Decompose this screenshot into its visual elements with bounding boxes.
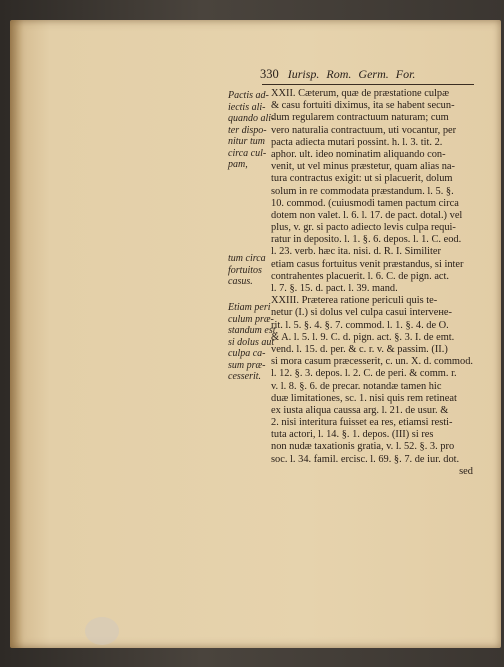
text-line: vend. l. 15. d. per. & c. r. v. & passim. (II.) — [271, 343, 448, 355]
text-line: l. 12. §. 3. depos. l. 2. C. de peri. & comm. r. — [271, 368, 457, 380]
text-line: v. l. 8. §. 6. de precar. notandæ tamen hic — [271, 380, 442, 392]
page-header — [260, 67, 472, 83]
margin-note-line: pam, — [228, 159, 248, 170]
text-line: & casu fortuiti diximus, ita se habent secun- — [271, 100, 455, 112]
running-title-word: For. — [395, 67, 416, 81]
text-line: vero naturalia contractuum, uti vocantur, per — [271, 124, 457, 136]
margin-note-line: quando ali- — [228, 113, 275, 124]
running-title-word: Iurisp. — [287, 67, 320, 81]
text-line: solum in re commodata præstandum. l. 5. §. — [271, 185, 454, 197]
text-line: tuta actori, l. 14. §. 1. depos. (III) si res — [271, 429, 434, 441]
text-line: l. 7. §. 15. d. pact. l. 39. mand. — [271, 283, 398, 294]
text-line: l. 23. verb. hæc ita. nisi. d. R. I. Similiter — [271, 246, 441, 258]
text-line: ratur in deposito. l. 1. §. 6. depos. l. 1. C. eod. — [271, 234, 462, 246]
text-line: si mora casum præcesserit, c. un. X. d. commod. — [271, 356, 473, 368]
text-line: XXIII. Præterea ratione periculi quis te- — [271, 295, 438, 307]
text-line: soc. l. 34. famil. ercisc. l. 69. §. 7. de iur. dot. — [271, 453, 460, 465]
text-line: contrahentes placuerit. l. 6. C. de pign. act. — [271, 270, 450, 282]
text-line: non nudæ taxationis gratia, v. l. 52. §. 3. pro — [271, 441, 455, 453]
text-line: rit. l. 5. §. 4. §. 7. commod. l. 1. §. 4. de O. — [271, 319, 449, 331]
text-line: plus, v. gr. si pacto adiecto levis culpa requi- — [271, 222, 456, 234]
main-text — [271, 88, 479, 478]
margin-note-line: tum circa — [228, 253, 266, 264]
margin-note-periculum — [228, 302, 278, 383]
text-line: aphor. ult. ideo nominatim aliquando con- — [271, 148, 446, 160]
margin-note-casus — [228, 253, 270, 288]
margin-note-line: culpa ca- — [228, 348, 266, 359]
text-line: XXII. Cæterum, quæ de præstatione culpæ — [271, 88, 450, 99]
margin-note-line: casus. — [228, 276, 253, 287]
text-line: 2. nisi interitura fuisset ea res, etiamsi resti- — [271, 417, 453, 429]
text-line: tura contractus exigit: ut si placuerit, dolum — [271, 173, 453, 185]
margin-note-line: fortuitos — [228, 264, 262, 276]
margin-note-line: cesserit. — [228, 371, 262, 382]
text-line: dum regularem contractuum naturam; cum — [271, 112, 449, 124]
text-line: dotem non valet. l. 6. l. 17. de pact. dotal.) vel — [271, 209, 463, 221]
catchword: sed — [459, 465, 473, 477]
text-line: venit, ut vel minus præstetur, quam alias na- — [271, 161, 455, 173]
margin-note-line: nitur tum — [228, 136, 265, 147]
header-rule — [262, 84, 474, 85]
text-line: netur (I.) si dolus vel culpa casui interveне- — [271, 307, 452, 319]
text-line: & A. l. 5. l. 9. C. d. pign. act. §. 3. I. de emt. — [271, 331, 455, 343]
margin-note-pactis — [228, 90, 275, 171]
running-title-word: Rom. — [326, 67, 352, 81]
margin-note-line: sum præ- — [228, 359, 266, 371]
page-number: 330 — [260, 67, 279, 81]
text-line: duæ limitationes, sc. 1. nisi quis rem retineat — [271, 392, 457, 404]
margin-note-line: iectis ali- — [228, 101, 266, 113]
text-line: ex iusta aliqua caussa arg. l. 21. de usur. & — [271, 404, 449, 416]
margin-note-line: si dolus aut — [228, 336, 275, 348]
margin-note-line: ter dispo- — [228, 124, 267, 136]
margin-note-line: culum præ- — [228, 313, 274, 325]
text-line: 10. commod. (cuiusmodi tamen pactum circa — [271, 197, 459, 209]
running-title — [288, 67, 420, 81]
text-line: pacta adiecta mutari possint. h. l. 3. tit. 2. — [271, 136, 443, 148]
paper-stain — [85, 617, 119, 645]
margin-note-line: standum est, — [228, 325, 278, 336]
text-line: etiam casus fortuitus venit præstandus, si inter — [271, 258, 464, 270]
margin-note-line: Pactis ad- — [228, 90, 269, 101]
running-title-word: Germ. — [358, 67, 389, 81]
margin-note-line: circa cul- — [228, 147, 267, 159]
margin-note-line: Etiam peri — [228, 302, 271, 313]
